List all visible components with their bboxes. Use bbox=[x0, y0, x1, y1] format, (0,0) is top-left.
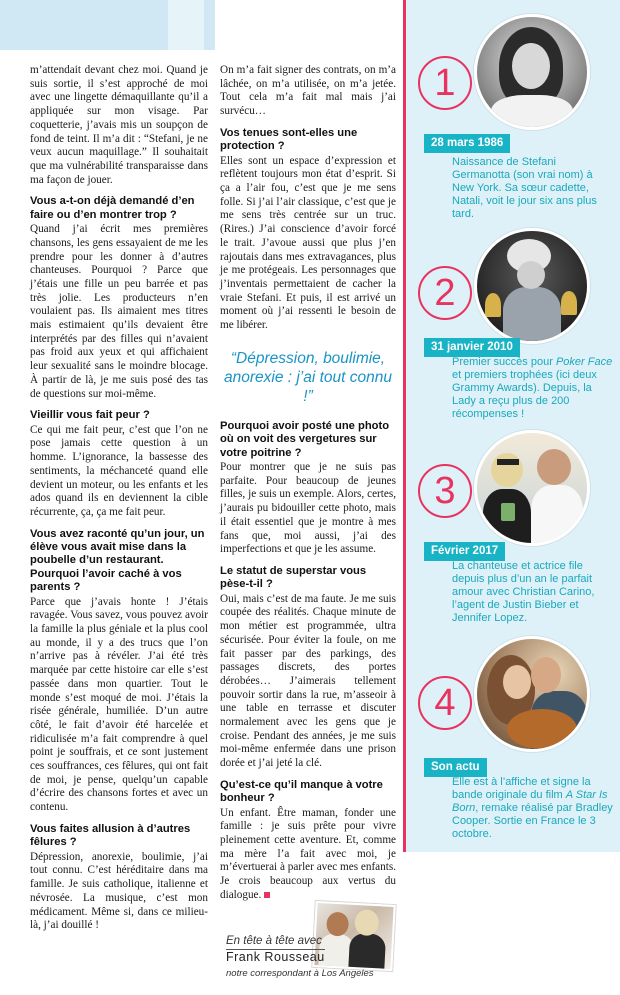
question-heading: Qu’est-ce qu’il manque à votre bonheur ? bbox=[220, 778, 383, 805]
question-heading: Vous a-t-on déjà demandé d’en faire ou d’en montrer trop ? bbox=[30, 195, 195, 221]
pull-quote: “Dépression, boulimie, anorexie : j’ai tout connu !” bbox=[223, 349, 393, 405]
author-credit bbox=[220, 909, 396, 995]
timeline-description bbox=[452, 356, 614, 421]
desc-text: , remake réalisé par Bradley Cooper. Sortie en France le 3 octobre. bbox=[452, 802, 613, 840]
paragraph: Dépression, anorexie, boulimie, j’ai tout connu. C’est héréditaire dans ma famille. Je suis catholique, italienne et névrosée. La musique, c’est mon médicament. Même si, dans ce milieu-là, j’ai douillé ! bbox=[30, 850, 208, 932]
timeline-number: 4 bbox=[418, 676, 472, 730]
question-heading: Le statut de superstar vous pèse-t-il ? bbox=[220, 564, 367, 591]
author-photo bbox=[312, 901, 395, 971]
credit-intro: En tête à tête avec bbox=[226, 934, 322, 947]
paragraph: Quand j’ai écrit mes premières chansons, les gens essayaient de me les prendre pour les donner à d’autres chanteuses. Pourquoi ? Parce que j’étais une fille un peu barrée et pas très jolie. Les producteurs n’en voulaient pas. Ils aimaient mes titres mais estimaient qu’ils devaient être interprétés par des filles qui n’avaient pas froid aux yeux et qui affichaient leur sexualité sans le moindre blocage. À partir de là, je me suis posé des tas de questions sur moi-même. bbox=[30, 223, 208, 400]
paragraph: Ce qui me fait peur, c’est que l’on ne pose jamais cette question à un homme. L’ignorance, la bassesse des sentiments, la méchanceté quand elle devient un moteur, ou les enfants et les ados quand ils en deviennent la cible récurrente, ça, ça me fait peur. bbox=[30, 423, 208, 518]
timeline-number: 2 bbox=[418, 266, 472, 320]
timeline-item-3 bbox=[406, 430, 620, 630]
paragraph: On m’a fait signer des contrats, on m’a lâchée, on m’a utilisée, on m’a jetée. Tout cela m’a fait mal mais j’ai survécu… bbox=[220, 64, 396, 118]
desc-title: Poker Face bbox=[555, 356, 613, 368]
timeline-date: Son actu bbox=[424, 758, 487, 777]
paragraph: Elles sont un espace d’expression et reflètent toujours mon état d’esprit. Si ça a l’air fou, c’est que je me sens folle. Si j’ai l’air classique, c’est que je me sens très centrée sur un truc. (Rires.) J’ai conscience d’avoir forcé le trait. J’avoue aussi que plus j’en rajoutais dans mes extravagances, plus je me protégeais. Les personnages que j’inventais permettaient de cacher la vraie Stefani. Et puis, il est arrivé un moment où j’ai ressenti le besoin de me libérer. bbox=[220, 154, 396, 332]
question-heading: Vieillir vous fait peur ? bbox=[30, 409, 150, 422]
author-role: notre correspondant à Los Angeles bbox=[226, 967, 374, 979]
timeline-photo-childhood bbox=[474, 14, 590, 130]
paragraph: Pour montrer que je ne suis pas parfaite. Pour beaucoup de jeunes filles, je suis un exemple. Alors, certes, j’aurais pu bidouiller cette photo, mais il était essentiel que je montre à mes fans que, moi aussi, j’ai des imperfections et que je les assume. bbox=[220, 460, 396, 556]
question-heading: Vous faites allusion à d’autres fêlures ? bbox=[30, 822, 191, 849]
timeline-description: Naissance de Stefani Germanotta (son vrai nom) à New York. Sa sœur cadette, Natali, voit le jour six ans plus tard. bbox=[452, 156, 597, 220]
timeline-date: Février 2017 bbox=[424, 542, 505, 561]
timeline-number: 3 bbox=[418, 464, 472, 518]
timeline-item-2 bbox=[406, 220, 620, 420]
question-heading: Vous avez raconté qu’un jour, un élève vous avait mise dans la poubelle d’un restaurant. Pourquoi l’avoir caché à vos parents ? bbox=[30, 527, 205, 594]
paragraph: Oui, mais c’est de ma faute. Je me suis coupée des réalités. Chaque minute de mon métier est programmée, ultra sécurisée. Pour éviter la foule, on me fait passer par des parkings, des passages discrets, des portes dérobées… J’aimerais tellement pouvoir sortir dans la rue, m’asseoir à une table en terrasse et discuter normalement avec les gens que je croise. Pendant des années, je me suis moi-même enfermée dans une prison dorée et j’ai jeté la clé. bbox=[220, 592, 396, 770]
article-column-2 bbox=[220, 64, 396, 995]
question-heading: Vos tenues sont-elles une protection ? bbox=[220, 126, 358, 153]
timeline-description: La chanteuse et actrice file depuis plus d’un an le parfait amour avec Christian Carino, l’agent de Justin Bieber et Jennifer Lopez. bbox=[452, 560, 595, 624]
timeline-photo-film bbox=[474, 636, 590, 752]
timeline-date: 31 janvier 2010 bbox=[424, 338, 520, 357]
desc-text: Elle est à l’affiche et signe la bande originale du film bbox=[452, 776, 591, 801]
timeline-photo-grammys bbox=[474, 228, 590, 344]
paragraph: m’attendait devant chez moi. Quand je suis sortie, il s’est approché de moi avec une lingette démaquillante qu’il a appliquée sur mon visage. Par coquetterie, j’avais mis un soupçon de fond de teint. Il m’a dit : “Stefani, je ne veux aucun maquillage.” Il souhaitait que ma vulnérabilité transparaisse dans ma façon de jouer. bbox=[30, 64, 208, 186]
timeline-item-1 bbox=[406, 0, 620, 220]
desc-text: Premier succès pour bbox=[452, 356, 556, 368]
article-column-1 bbox=[30, 64, 208, 933]
timeline-description bbox=[452, 776, 614, 841]
end-of-article-mark bbox=[264, 892, 270, 898]
desc-title: A Star Is Born bbox=[452, 789, 608, 814]
author-name: Frank Rousseau bbox=[226, 949, 325, 964]
timeline-photo-couple bbox=[474, 430, 590, 546]
paragraph: Parce que j’avais honte ! J’étais ravagée. Vous savez, vous pouvez avoir la famille la plus géniale et la plus cool au monde, il y a des trucs que l’on n’arrive pas à révéler. J’ai été très marquée par cette histoire car elle s’est passée dans mon quartier. Tout le monde s’est moqué de moi. J’étais la risée générale, humiliée. D’un autre côté, le fait d’avoir été harcelée et ridiculisée m’a fait comprendre à quel point je souffrais, et ce sont justement ces souffrances, ces fêlures, qui ont fait de moi, je pense, quelqu’un capable d’écrire des chansons fortes et avec un contenu. bbox=[30, 595, 208, 814]
paragraph bbox=[220, 807, 396, 903]
timeline-number: 1 bbox=[418, 56, 472, 110]
timeline-item-4 bbox=[406, 630, 620, 852]
question-heading: Pourquoi avoir posté une photo où on voit des vergetures sur votre poitrine ? bbox=[220, 419, 390, 459]
timeline-date: 28 mars 1986 bbox=[424, 134, 510, 153]
desc-text: et premiers trophées (ici deux Grammy Awards). Depuis, la Lady a reçu plus de 200 récompenses ! bbox=[452, 369, 597, 420]
paragraph-text: Un enfant. Être maman, fonder une famille : je suis prête pour vivre pleinement cette aventure. Et, comme ma mère l’a fait avec moi, je m’évertuerai à parler avec mes enfants. Je crois beaucoup aux vertus du dialogue. bbox=[220, 806, 396, 901]
